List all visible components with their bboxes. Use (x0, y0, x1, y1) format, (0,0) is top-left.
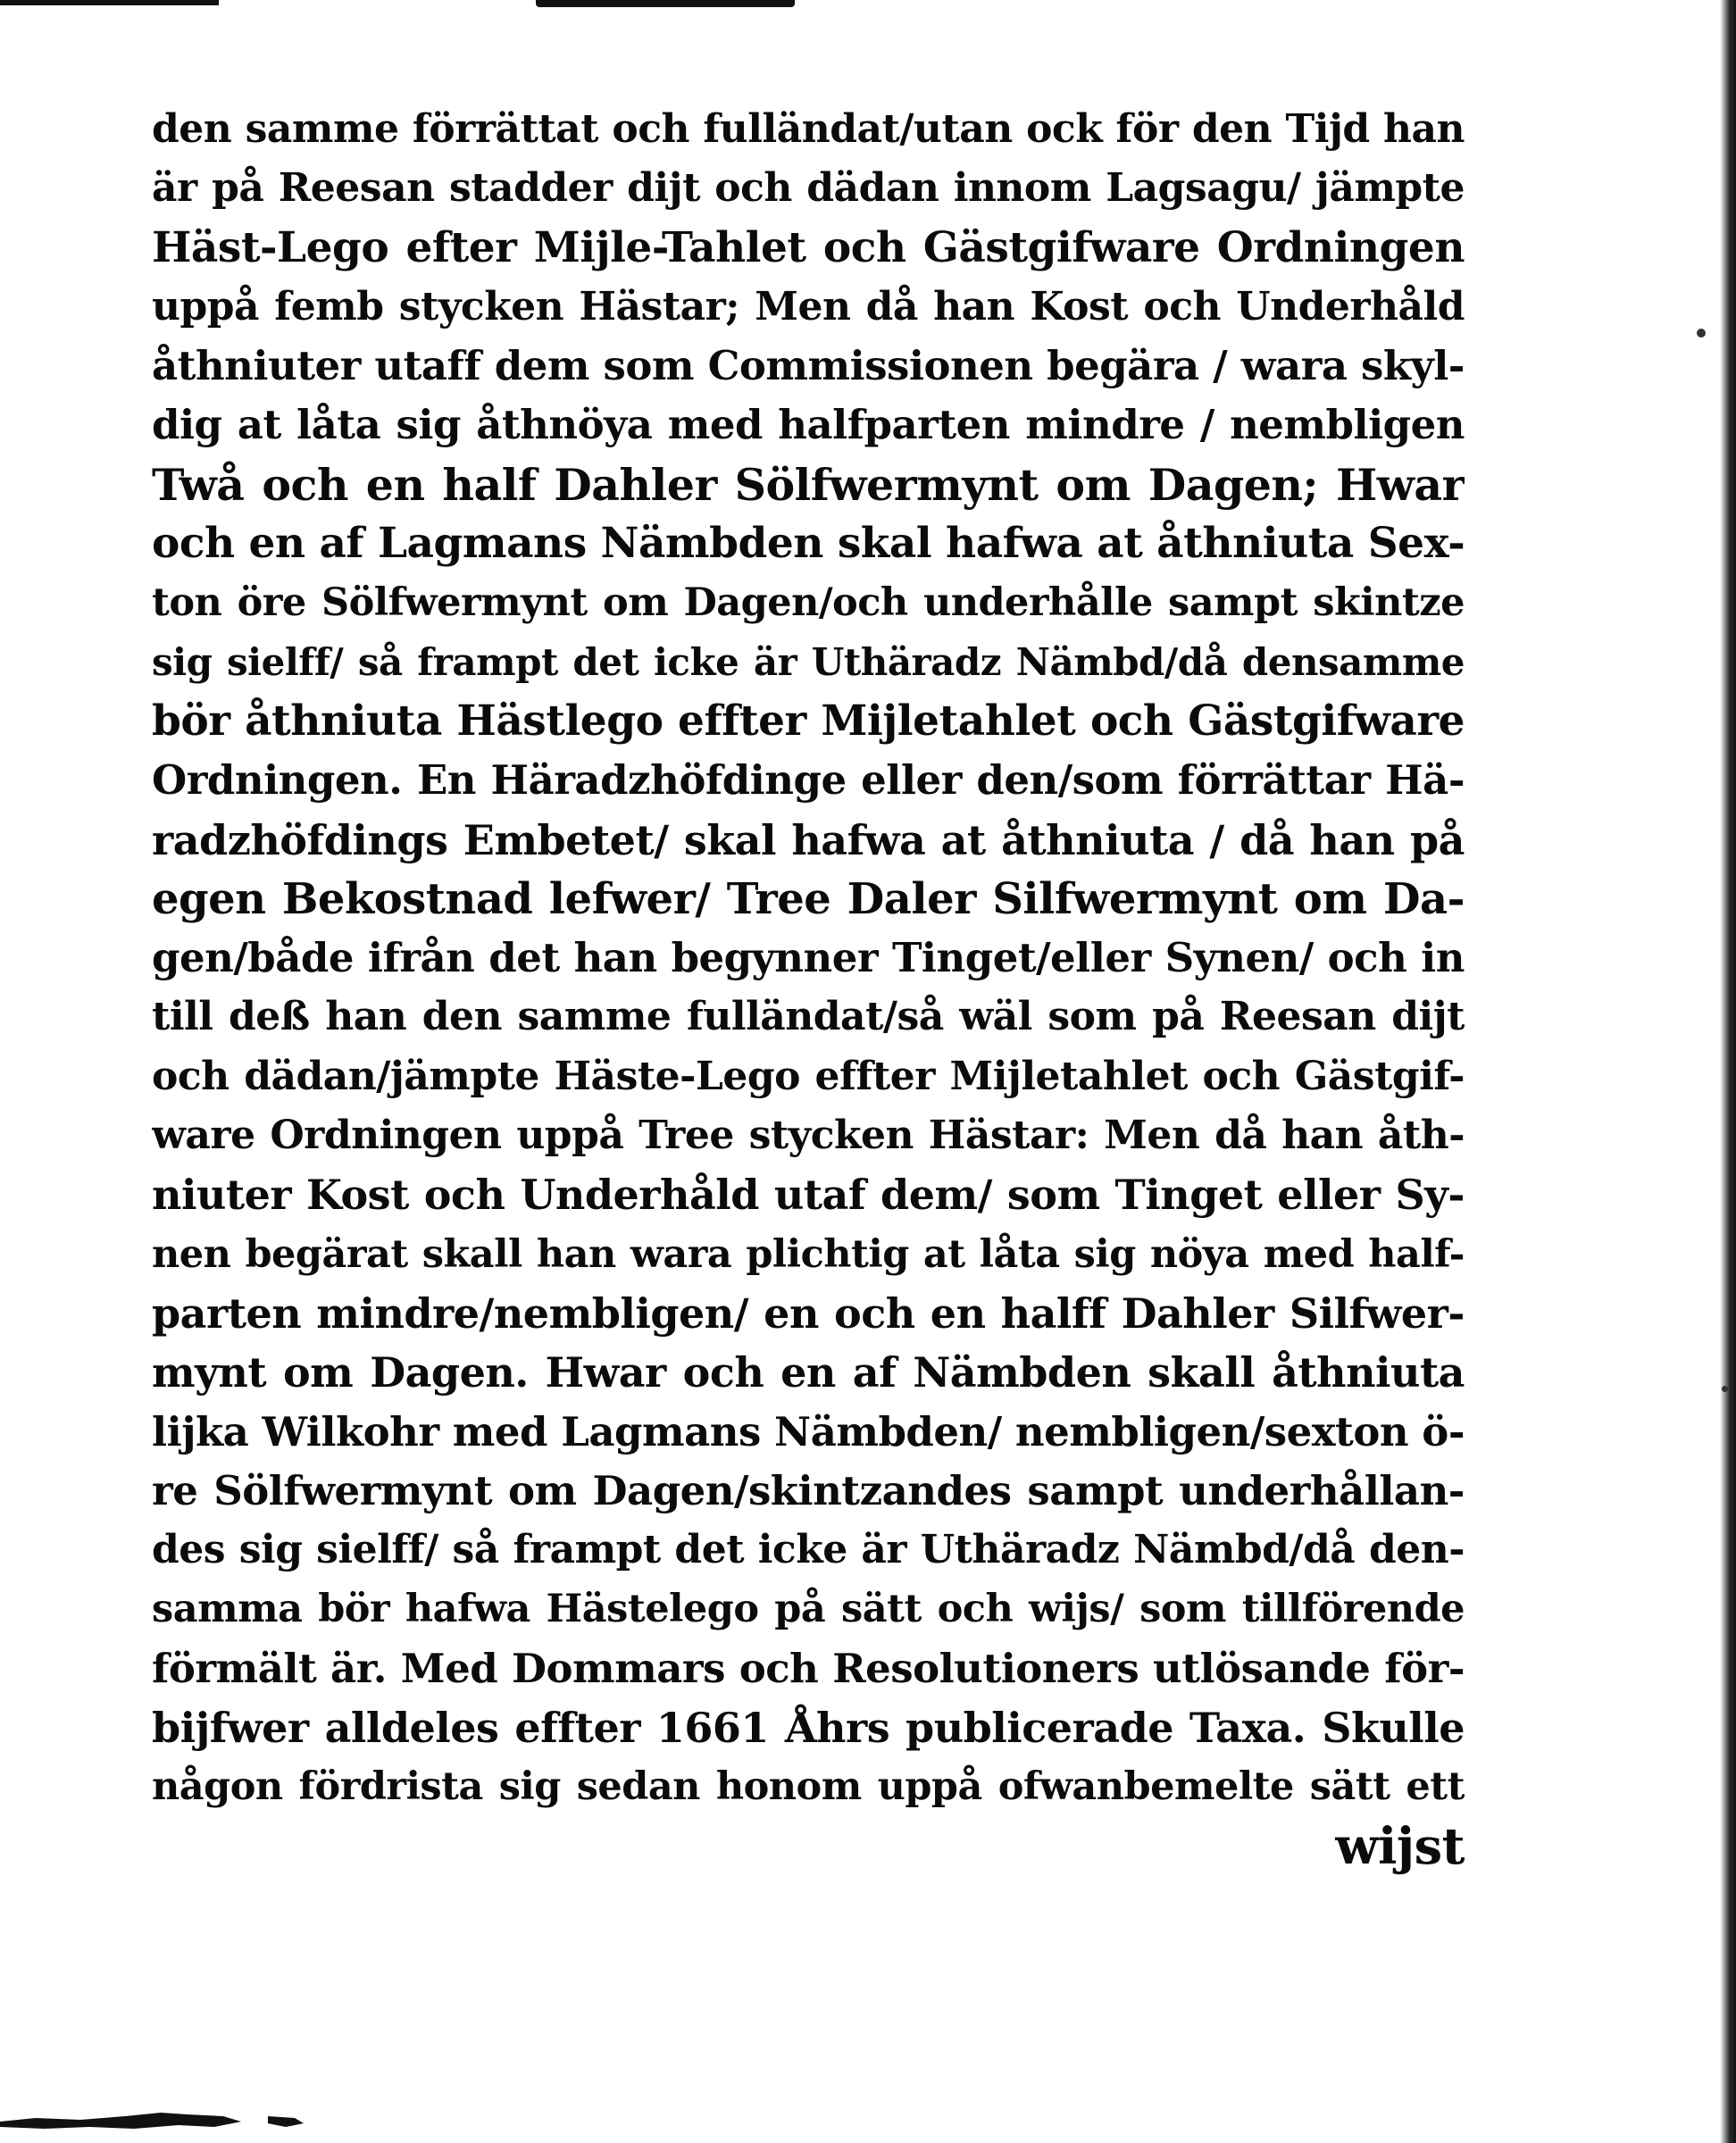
text-line: Häst-Lego efter Mijle-Tahlet och Gästgifware Ordningen (152, 222, 1465, 272)
ink-speck (1722, 1386, 1728, 1392)
text-line: och en af Lagmans Nämbden skal hafwa at åthniuta Sex- (152, 519, 1465, 569)
ink-speck (1697, 329, 1706, 338)
text-line: mynt om Dagen. Hwar och en af Nämbden skall åthniuta (152, 1348, 1465, 1397)
text-line: sig sielff/ så frampt det icke är Uthäradz Nämbd/då densamme (152, 639, 1465, 684)
text-line: lijka Wilkohr med Lagmans Nämbden/ nembligen/sexton ö- (152, 1407, 1465, 1455)
text-line: förmält är. Med Dommars och Resolutioners utlösande för- (152, 1644, 1465, 1692)
text-line: parten mindre/nembligen/ en och en halff Dahler Silfwer- (152, 1288, 1465, 1338)
text-line: bör åthniuta Hästlego effter Mijletahlet och Gästgifware (152, 696, 1465, 746)
text-line: till deß han den samme fulländat/så wäl som på Reesan dijt (152, 994, 1465, 1040)
text-line: gen/både ifrån det han begynner Tinget/eller Synen/ och in (152, 934, 1465, 982)
text-line: är på Reesan stadder dijt och dädan innom Lagsagu/ jämpte (152, 165, 1465, 212)
text-line: ware Ordningen uppå Tree stycken Hästar: Men då han åth- (152, 1113, 1465, 1159)
page-right-edge-shadow (1720, 0, 1736, 2143)
text-line: des sig sielff/ så frampt det icke är Uthäradz Nämbd/då den- (152, 1527, 1465, 1573)
top-rule-mid (536, 0, 795, 7)
body-text (152, 100, 1465, 1876)
text-line: ton öre Sölfwermynt om Dagen/och underhålle sampt skintze (152, 580, 1465, 626)
top-rule-left (0, 0, 219, 5)
text-line: nen begärat skall han wara plichtig at låta sig nöya med half- (152, 1231, 1465, 1277)
text-line: Twå och en half Dahler Sölfwermynt om Dagen; Hwar (152, 458, 1465, 511)
text-line: samma bör hafwa Hästelego på sätt och wijs/ som tillförende (152, 1587, 1465, 1632)
text-line: uppå femb stycken Hästar; Men då han Kost och Underhåld (152, 283, 1465, 329)
text-line: och dädan/jämpte Häste-Lego effter Mijletahlet och Gästgif- (152, 1053, 1465, 1099)
text-line: egen Bekostnad lefwer/ Tree Daler Silfwermynt om Da- (152, 873, 1465, 924)
text-line: radzhöfdings Embetet/ skal hafwa at åthniuta / då han på (152, 815, 1465, 864)
text-line: bijfwer alldeles effter 1661 Åhrs publicerade Taxa. Skulle (152, 1704, 1465, 1753)
text-line: åthniuter utaff dem som Commissionen begära / wara skyl- (152, 342, 1465, 390)
text-line: re Sölfwermynt om Dagen/skintzandes sampt underhållan- (152, 1466, 1465, 1514)
text-line: dig at låta sig åthnöya med halfparten mindre / nembligen (152, 401, 1465, 449)
catchword: wijst (1335, 1816, 1465, 1876)
bottom-ink-smudge (0, 2100, 339, 2132)
text-line: den samme förrättat och fulländat/utan ock för den Tijd han (152, 106, 1465, 152)
text-line: niuter Kost och Underhåld utaf dem/ som Tinget eller Sy- (152, 1171, 1465, 1220)
text-line: någon fördrista sig sedan honom uppå ofwanbemelte sätt ett (152, 1764, 1465, 1810)
text-line: Ordningen. En Häradzhöfdinge eller den/som förrättar Hä- (152, 756, 1465, 805)
